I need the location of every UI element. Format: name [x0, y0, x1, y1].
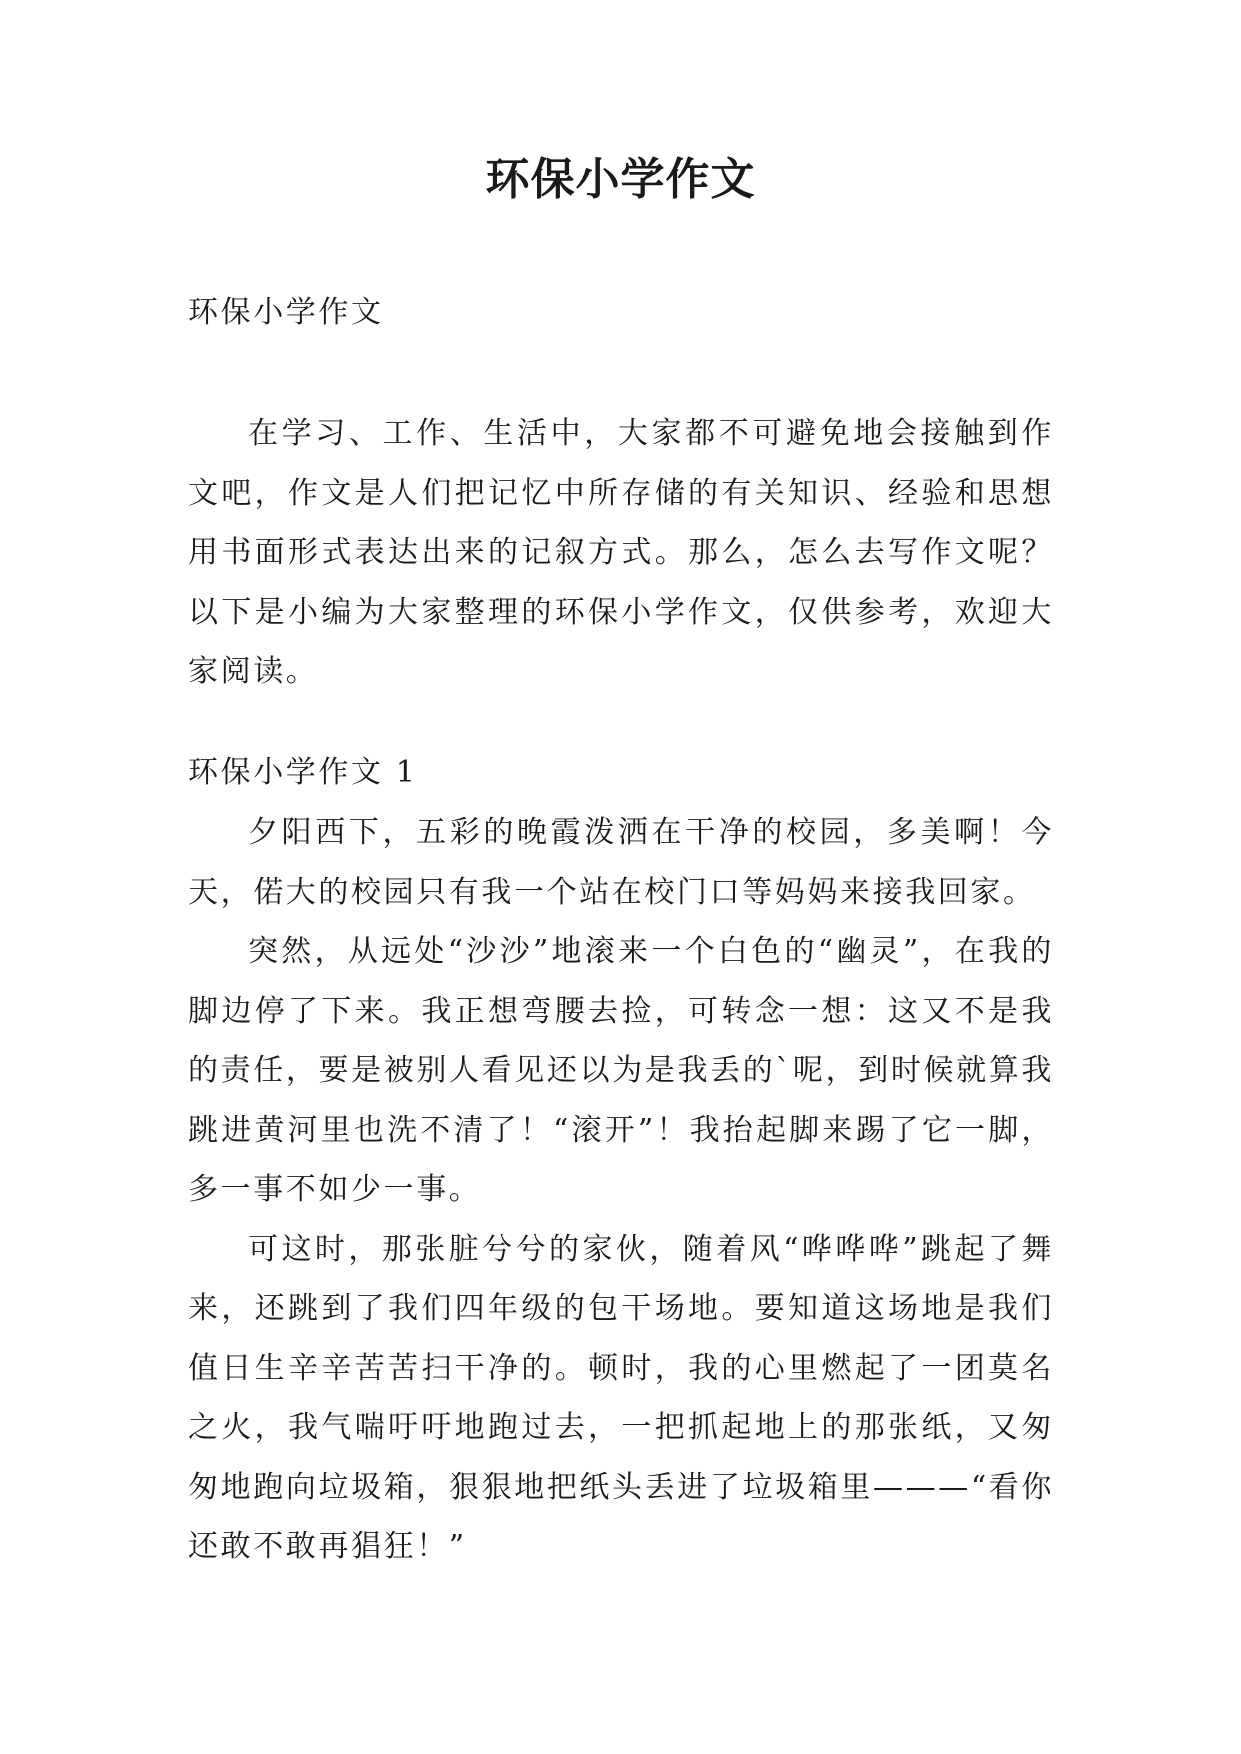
section-heading: 环保小学作文 1: [188, 755, 418, 790]
subtitle-heading: 环保小学作文: [188, 295, 384, 330]
essay-paragraph: 夕阳西下，五彩的晚霞泼洒在干净的校园，多美啊！今天，偌大的校园只有我一个站在校门口等妈妈来接我回家。: [188, 815, 1054, 910]
document-title: 环保小学作文: [485, 154, 756, 205]
essay-paragraph: 可这时，那张脏兮兮的家伙，随着风“哗哗哗”跳起了舞来，还跳到了我们四年级的包干场地。要知道这场地是我们值日生辛辛苦苦扫干净的。顿时，我的心里燃起了一团莫名之火，我气喘吁吁地跑过去，一把抓起地上的那张纸，又匆匆地跑向垃圾箱，狠狠地把纸头丢进了垃圾箱里———“看你还敢不敢再猖狂！”: [188, 1231, 1054, 1564]
essay-paragraph: 突然，从远处“沙沙”地滚来一个白色的“幽灵”，在我的脚边停了下来。我正想弯腰去捡，可转念一想：这又不是我的责任，要是被别人看见还以为是我丢的`呢，到时候就算我跳进黄河里也洗不清了！“滚开”！我抬起脚来踢了它一脚，多一事不如少一事。: [188, 934, 1054, 1207]
intro-block: [188, 404, 1054, 702]
essay-body: [188, 803, 1054, 1577]
intro-paragraph: 在学习、工作、生活中，大家都不可避免地会接触到作文吧，作文是人们把记忆中所存储的有关知识、经验和思想用书面形式表达出来的记叙方式。那么，怎么去写作文呢？以下是小编为大家整理的环保小学作文，仅供参考，欢迎大家阅读。: [188, 416, 1054, 689]
